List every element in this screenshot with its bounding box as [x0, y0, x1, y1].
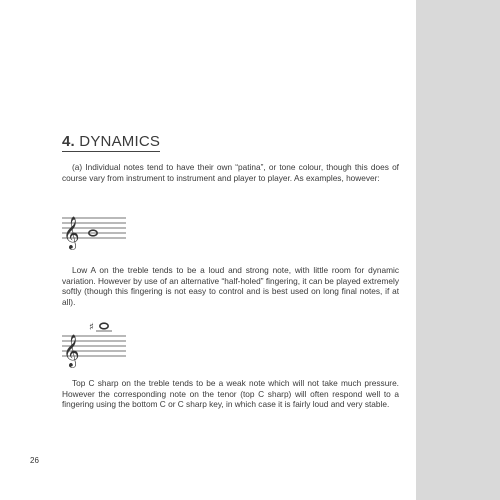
- page-number: 26: [30, 456, 39, 465]
- section-title: DYNAMICS: [79, 133, 161, 150]
- whole-note-high-c-sharp-icon: [100, 323, 108, 329]
- treble-clef-icon: 𝄞: [63, 216, 80, 249]
- paragraph-low-a: Low A on the treble tends to be a loud and strong note, with little room for dynamic variation. However by use of an alternative “half-holed” fingering, it can be played extremely softly (though this fingering is not easy to control and is best used on long final notes, if at all).: [62, 265, 399, 308]
- paragraph-high-c-sharp: Top C sharp on the treble tends to be a weak note which will not take much pressure. However the corresponding note on the tenor (top C sharp) will often respond well to a fingering using the bottom C or C sharp key, in which case it is fairly loud and very stable.: [62, 378, 399, 410]
- section-number: 4.: [62, 133, 75, 150]
- section-heading: [62, 133, 160, 152]
- section-heading-underline: [62, 133, 160, 152]
- music-example-low-a: [60, 200, 130, 250]
- treble-clef-icon: 𝄞: [63, 334, 80, 367]
- paragraph-intro: (a) Individual notes tend to have their own “patina”, or tone colour, though this does of course vary from instrument to instrument and player to player. As examples, however:: [62, 162, 399, 183]
- music-example-high-c-sharp: [60, 316, 130, 368]
- page-margin-bar: [416, 0, 500, 500]
- sharp-icon: ♯: [89, 322, 94, 333]
